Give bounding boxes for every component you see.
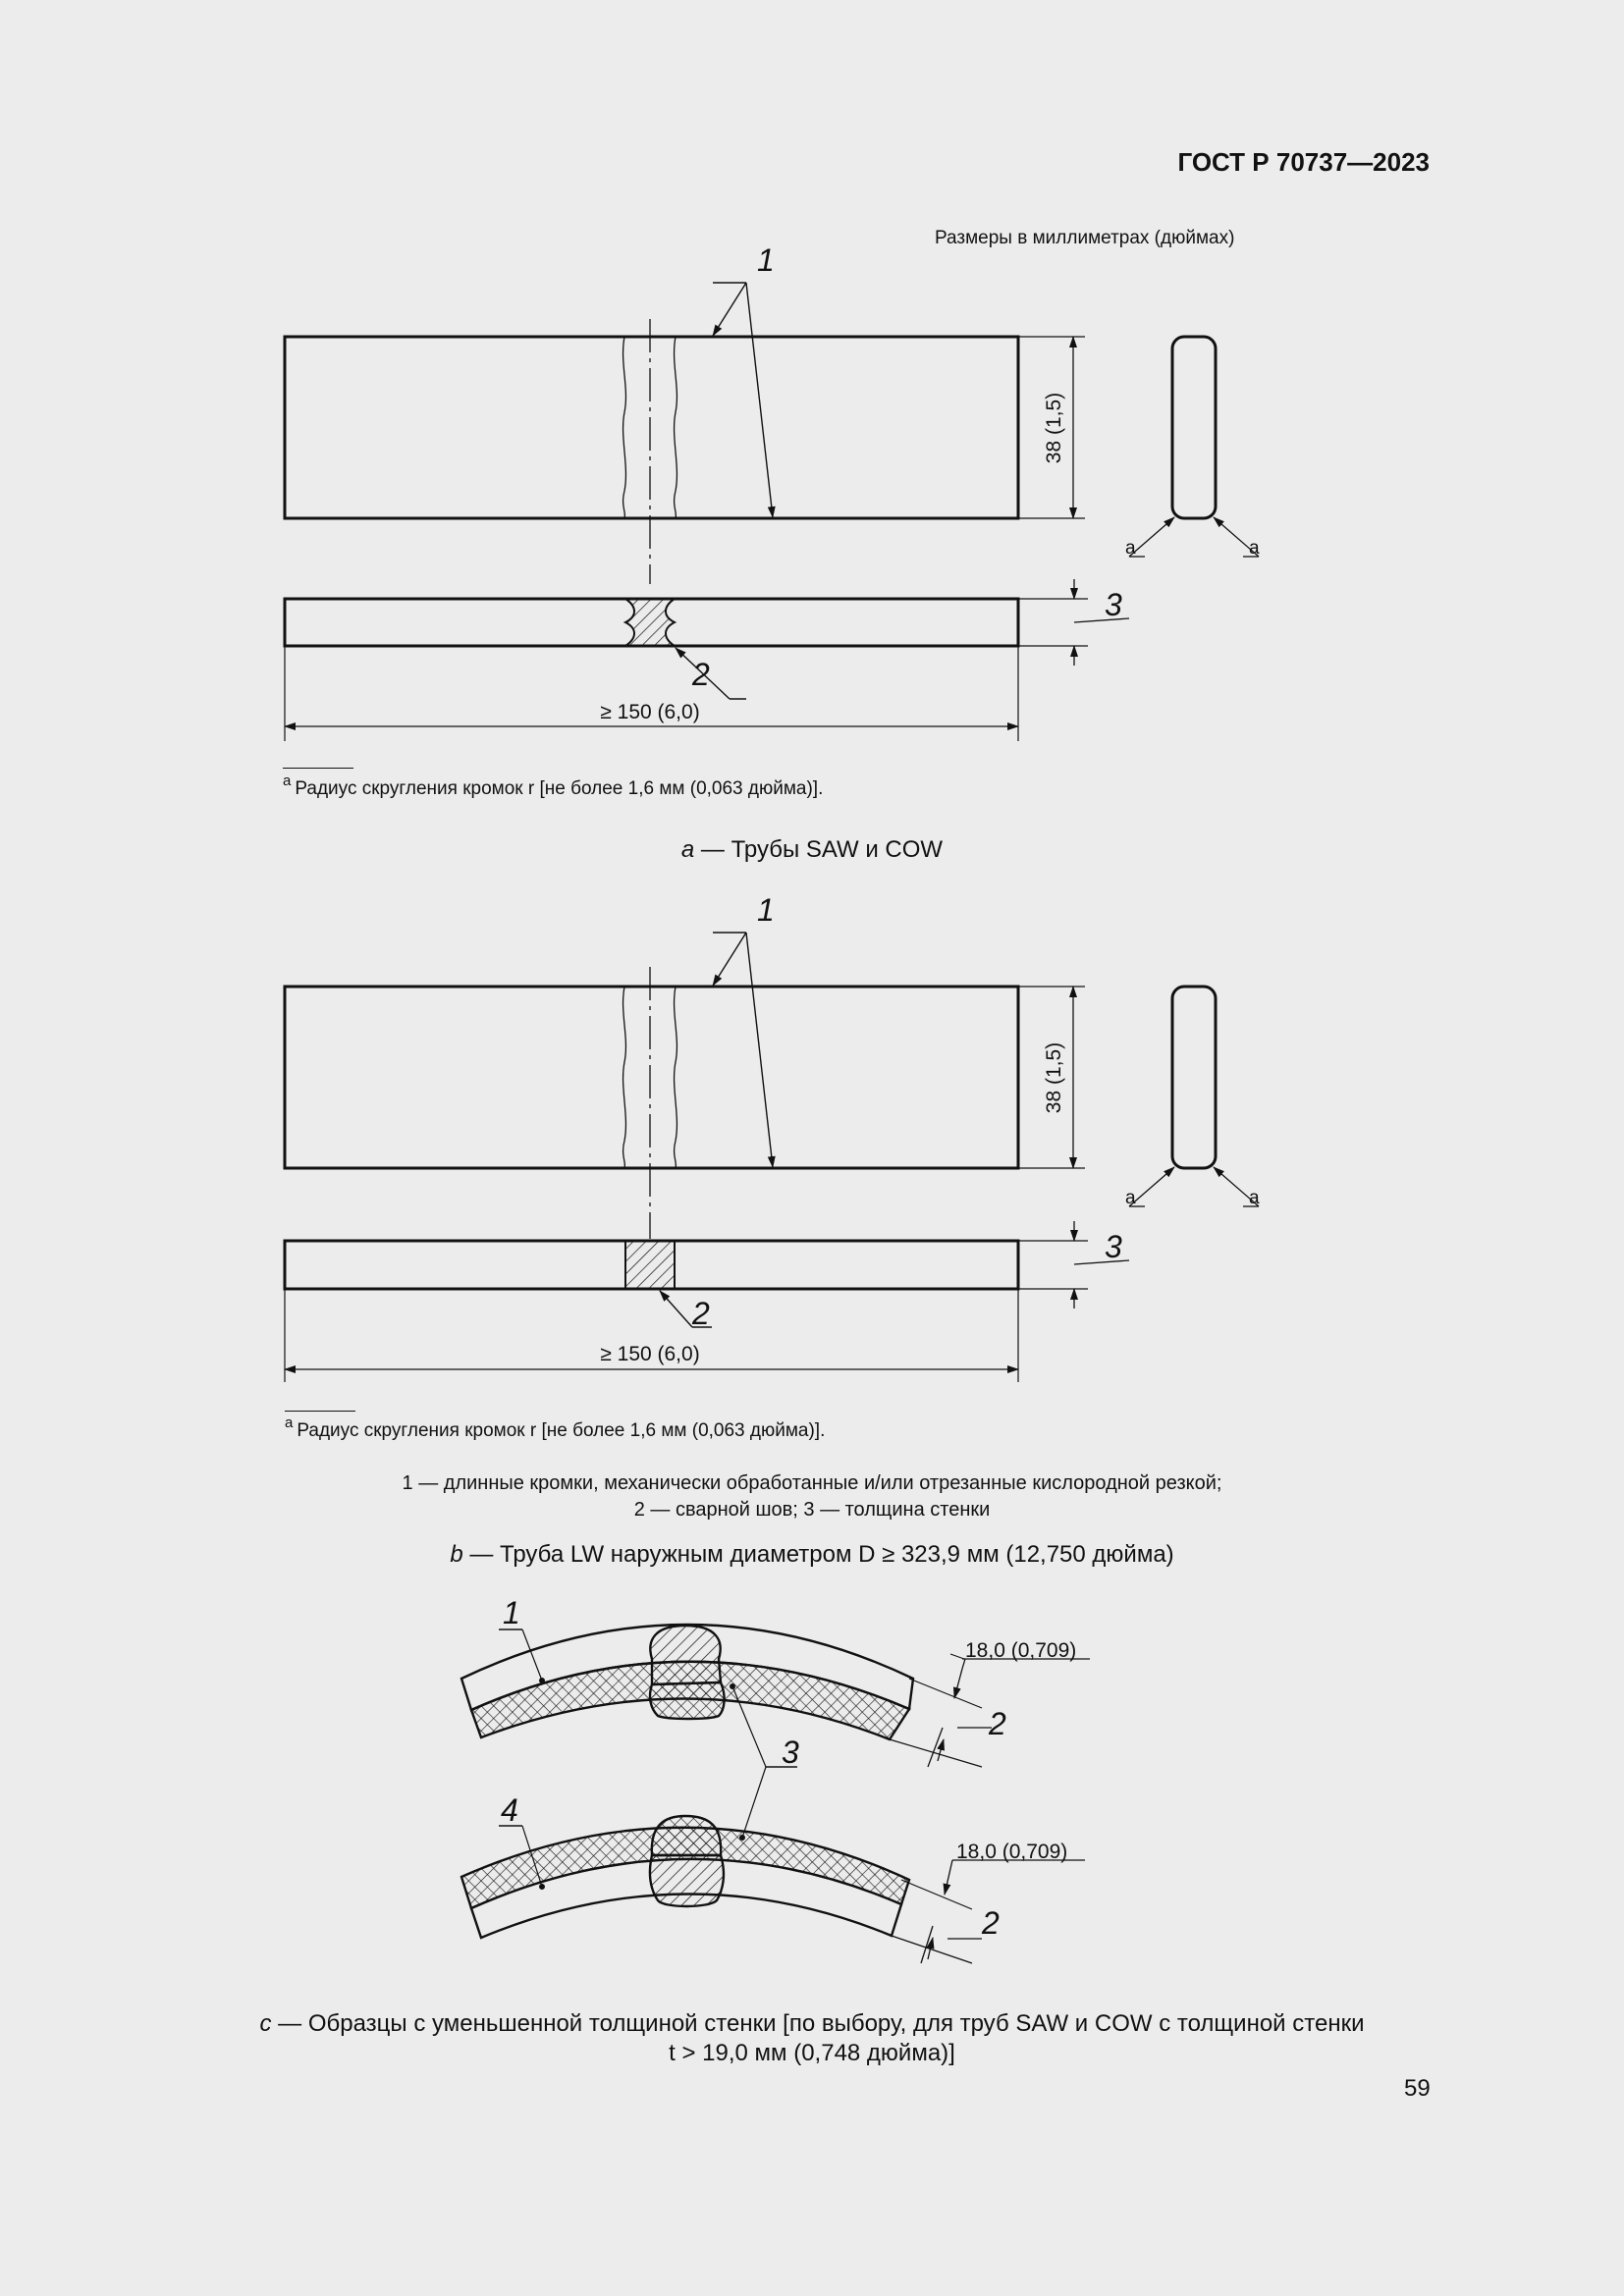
weld-section-b [625,1241,675,1289]
weld-boundary-right-a [675,337,677,518]
dim-length-b: ≥ 150 (6,0) [600,1343,700,1365]
edge-label-left-b: a [1125,1188,1136,1208]
footnote-rule-b [285,1411,355,1412]
callout-4-c: 4 [501,1792,518,1828]
footnote-a: $^a$ Радиус скругления кромок r [не более 1,6 мм (0,063 дюйма)]. [283,773,824,799]
callout-2-c-bottom: 2 [982,1905,1000,1941]
document-header: ГОСТ Р 70737—2023 [1177,147,1430,177]
specimen-end-view-b [1172,987,1216,1168]
callout-3-a: 3 [1105,587,1122,622]
dim-thickness-c-top: 18,0 (0,709) [965,1639,1077,1662]
edge-label-left-a: a [1125,538,1136,559]
callout-2-c-top: 2 [989,1706,1006,1741]
callout-3-c: 3 [782,1735,799,1770]
units-note: Размеры в миллиметрах (дюймах) [935,228,1235,248]
footnote-b: $^a$ Радиус скругления кромок r [не более 1,6 мм (0,063 дюйма)]. [285,1415,826,1441]
dim-height-b: 38 (1,5) [1043,1041,1065,1114]
callout-2-b: 2 [692,1296,710,1331]
dim-length-a: ≥ 150 (6,0) [600,701,700,723]
callout-2-a: 2 [692,657,710,692]
weld-section-a [625,599,675,646]
footnote-rule-a [283,768,353,769]
legend-line-1: 1 — длинные кромки, механически обработанные и/или отрезанные кислородной резкой; [402,1472,1222,1494]
edge-label-right-b: a [1249,1188,1260,1208]
legend-line-2: 2 — сварной шов; 3 — толщина стенки [633,1499,991,1521]
callout-1-c: 1 [503,1595,520,1630]
page-number: 59 [1404,2075,1431,2102]
specimen-top-view-b [285,987,1018,1168]
callout-3-b: 3 [1105,1229,1122,1264]
caption-c-line-2: t > 19,0 мм (0,748 дюйма)] [669,2040,955,2066]
figure-b [285,933,1259,1382]
dim-height-a: 38 (1,5) [1043,392,1065,464]
caption-b: b — Труба LW наружным диаметром D ≥ 323,9 мм (12,750 дюйма) [450,1541,1174,1568]
specimen-top-view-a [285,337,1018,518]
dim-thickness-c-bottom: 18,0 (0,709) [956,1841,1068,1863]
weld-boundary-left-a [623,337,626,518]
edge-label-right-a: a [1249,538,1260,559]
caption-c-line-1: c — Образцы с уменьшенной толщиной стенки [по выбору, для труб SAW и COW с толщиной стенки [259,2010,1365,2037]
specimen-end-view-a [1172,337,1216,518]
callout-1-b: 1 [757,892,775,928]
caption-a: a — Трубы SAW и COW [680,836,944,863]
figure-a [285,283,1259,741]
callout-1-a: 1 [757,242,775,278]
